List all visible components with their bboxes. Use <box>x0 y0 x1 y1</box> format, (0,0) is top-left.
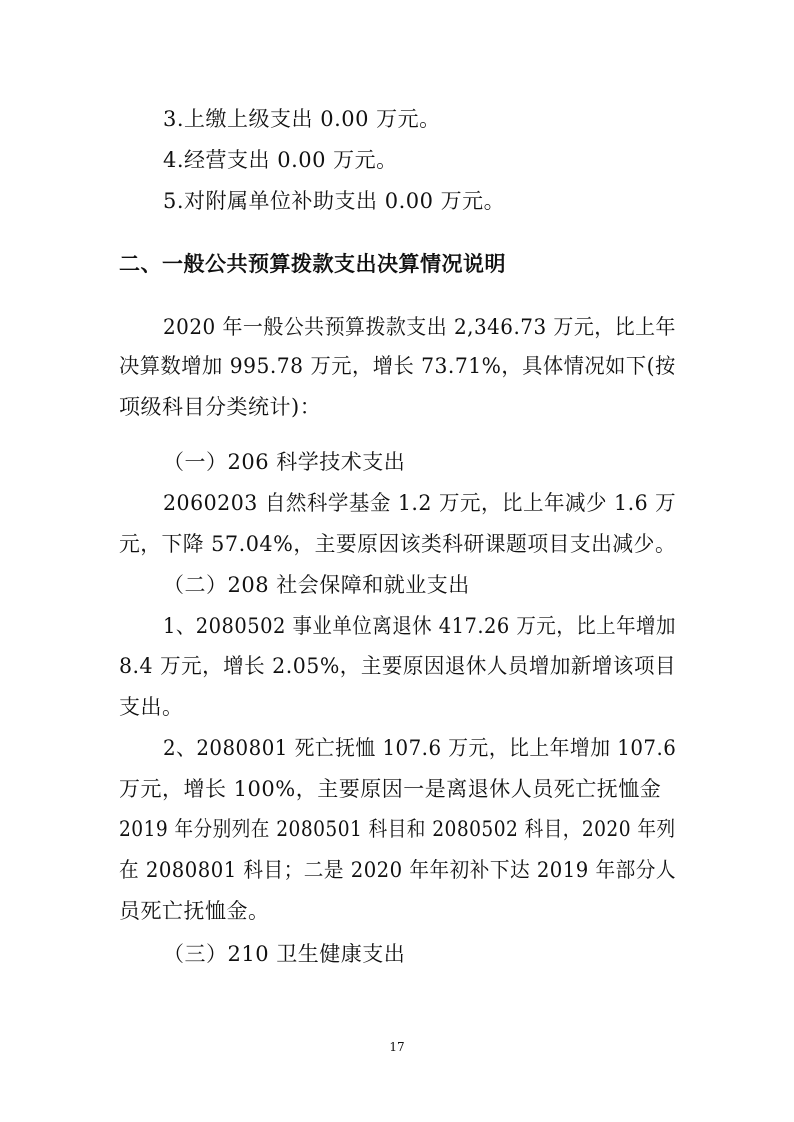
para-208-1-line-1: 1、2080502 事业单位离退休 417.26 万元，比上年增加 <box>163 614 676 638</box>
subheading-210: （三）210 卫生健康支出 <box>163 942 406 966</box>
para-206-line-2: 元，下降 57.04%，主要原因该类科研课题项目支出减少。 <box>119 532 677 556</box>
para-206-line-1: 2060203 自然科学基金 1.2 万元，比上年减少 1.6 万 <box>163 491 677 515</box>
item-4-line: 4.经营支出 0.00 万元。 <box>163 148 398 172</box>
item-5-line: 5.对附属单位补助支出 0.00 万元。 <box>163 189 506 213</box>
para-208-2-line-1: 2、2080801 死亡抚恤 107.6 万元，比上年增加 107.6 <box>163 736 677 760</box>
intro-line-3: 项级科目分类统计)： <box>119 395 322 419</box>
subheading-206: （一）206 科学技术支出 <box>163 450 406 474</box>
para-208-2-line-5: 员死亡抚恤金。 <box>119 899 270 923</box>
item-3-line: 3.上缴上级支出 0.00 万元。 <box>163 107 441 131</box>
para-208-2-line-2: 万元，增长 100%，主要原因一是离退休人员死亡抚恤金 <box>119 777 662 801</box>
para-208-1-line-3: 支出。 <box>119 695 184 719</box>
page-number: 17 <box>389 1040 405 1054</box>
para-208-2-line-3: 2019 年分别列在 2080501 科目和 2080502 科目，2020 年列 <box>119 817 676 841</box>
intro-line-1: 2020 年一般公共预算拨款支出 2,346.73 万元，比上年 <box>163 315 676 339</box>
para-208-2-line-4: 在 2080801 科目；二是 2020 年年初补下达 2019 年部分人 <box>119 858 676 882</box>
section-heading: 二、一般公共预算拨款支出决算情况说明 <box>119 252 506 276</box>
intro-line-2: 决算数增加 995.78 万元，增长 73.71%，具体情况如下(按 <box>119 354 676 378</box>
subheading-208: （二）208 社会保障和就业支出 <box>163 573 470 597</box>
para-208-1-line-2: 8.4 万元，增长 2.05%，主要原因退休人员增加新增该项目 <box>119 654 676 678</box>
